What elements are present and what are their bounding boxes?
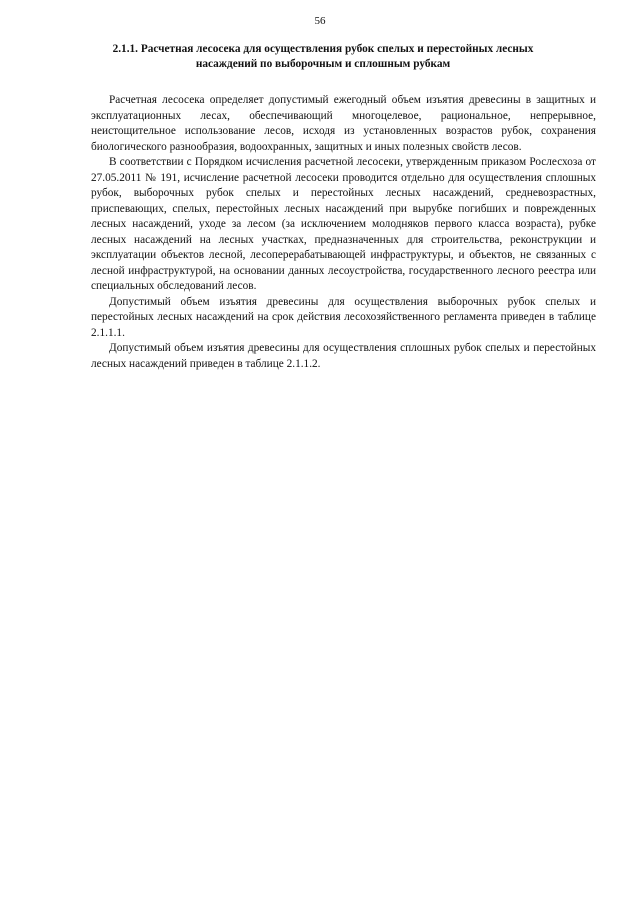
paragraph-selective-felling-table-ref: Допустимый объем изъятия древесины для осуществления выборочных рубок спелых и перестойных лесных насаждений на срок действия лесохозяйственного регламента приведен в таблице 2.1.1.1. [91,295,596,339]
paragraph-clear-felling-table-ref: Допустимый объем изъятия древесины для осуществления сплошных рубок спелых и перестойных лесных насаждений приведен в таблице 2.1.1.2. [91,342,596,370]
paragraph-allowable-cut-definition: Расчетная лесосека определяет допустимый ежегодный объем изъятия древесины в защитных и эксплуатационных лесах, обеспечивающий многоцелевое, рациональное, непрерывное, неистощительное использование лесов, исходя из установленных возрастов рубок, сохранения биологического разнообразия, водоохранных, защитных и иных полезных свойств лесов. [91,94,596,153]
page-number: 56 [314,15,326,27]
paragraph-calculation-procedure: В соответствии с Порядком исчисления расчетной лесосеки, утвержденным приказом Рослесхоза от 27.05.2011 № 191, исчисление расчетной лесосеки проводится отдельно для осуществления сплошных рубок, выборочных рубок спелых и перестойных лесных насаждений, средневозрастных, приспевающих, спелых, перестойных лесных насаждений при вырубке погибших и поврежденных лесных насаждений, уходе за лесом (за исключением молодняков первого класса возраста), рубке лесных насаждений на лесных участках, предназначенных для строительства, реконструкции и эксплуатации объектов лесной, лесоперерабатывающей инфраструктуры, и объектов, не связанных с лесной инфраструктурой, на основании данных лесоустройства, государственного лесного реестра или специальных обследований лесов. [91,156,596,292]
section-heading-line-1: 2.1.1. Расчетная лесосека для осуществления рубок спелых и перестойных лесных [112,43,534,55]
body-text [91,93,596,372]
section-heading-line-2: насаждений по выборочным и сплошным рубкам [195,58,451,70]
section-heading [96,42,550,72]
